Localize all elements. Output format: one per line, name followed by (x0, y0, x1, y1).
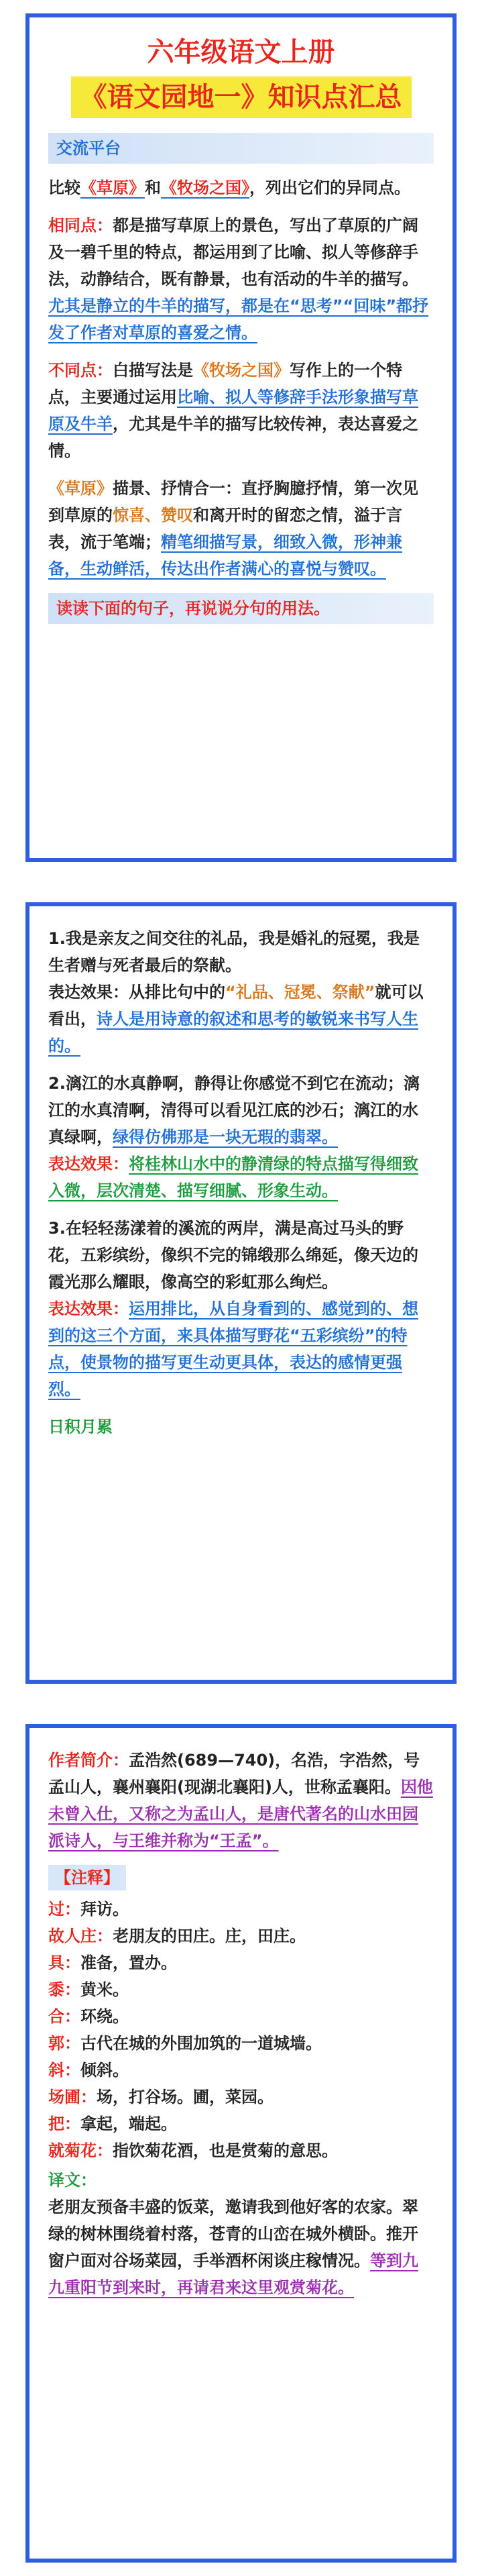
note-definition: 拿起，端起。 (80, 2114, 177, 2133)
compare-question: 比较《草原》和《牧场之国》，列出它们的异同点。 (48, 178, 410, 197)
note-item (48, 2137, 434, 2164)
note-item (48, 1896, 434, 1923)
note-item (48, 1949, 434, 1976)
author-intro: 作者简介：孟浩然(689—740)，名浩，字浩然，号孟山人，襄州襄阳(现湖北襄阳)人，世称孟襄阳。因他未曾入仕，又称之为孟山人，是唐代著名的山水田园派诗人，与王维并称为“王孟”。 (48, 1751, 433, 1850)
note-item (48, 2084, 434, 2110)
note-term: 合： (48, 2007, 80, 2026)
note-term: 场圃： (48, 2088, 97, 2106)
section-label-exchange: 交流平台 (48, 133, 434, 164)
note-definition: 老朋友的田庄。庄，田庄。 (113, 1927, 306, 1945)
different-points: 不同点：白描写法是《牧场之国》写作上的一个特点，主要通过运用比喻、拟人等修辞手法形象描写草原及牛羊，尤其是牛羊的描写比较传神，表达喜爱之情。 (48, 361, 418, 460)
note-term: 郭： (48, 2034, 80, 2053)
note-definition: 场，打谷场。圃，菜园。 (97, 2088, 274, 2106)
read-sentences-band: 读读下面的句子，再说说分句的用法。 (48, 593, 434, 624)
sentence-1: 1.我是亲友之间交往的礼品，我是婚礼的冠冕，我是生者赠与死者最后的祭献。 表达效果：从排比句中的“礼品、冠冕、祭献”就可以看出，诗人是用诗意的叙述和思考的敏锐来书写人生的。 (48, 929, 424, 1055)
same-points: 相同点：都是描写草原上的景色，写出了草原的广阔及一碧千里的特点，都运用到了比喻、拟人等修辞手法，动静结合，既有静景，也有活动的牛羊的描写。尤其是静立的牛羊的描写，都是在“思考”“回味”都抒发了作者对草原的喜爱之情。 (48, 216, 429, 342)
translation: 译文： 老朋友预备丰盛的饭菜，邀请我到他好客的农家。翠绿的树林围绕着村落，苍青的山峦在城外横卧。推开窗户面对谷场菜园，手举酒杯闲谈庄稼情况。等到九九重阳节到来时，再请君来这里观赏菊花。 (48, 2171, 418, 2297)
note-term: 黍： (48, 1980, 80, 1999)
note-definition: 拜访。 (80, 1900, 129, 1919)
note-term: 具： (48, 1953, 80, 1972)
note-definition: 倾斜。 (80, 2061, 129, 2080)
sentence-3: 3.在轻轻荡漾着的溪流的两岸，满是高过马头的野花，五彩缤纷，像织不完的锦缎那么绵延，像天边的霞光那么耀眼，像高空的彩虹那么绚烂。 表达效果：运用排比，从自身看到的、感觉到的、想到的这三个方面，来具体描写野花“五彩缤纷”的特点，使景物的描写更生动更具体，表达的感情更强烈。 (48, 1219, 418, 1399)
note-term: 过： (48, 1900, 80, 1919)
card-exchange-platform (25, 13, 457, 862)
note-definition: 准备，置办。 (80, 1953, 177, 1972)
note-definition: 黄米。 (80, 1980, 129, 1999)
note-item (48, 1923, 434, 1949)
note-definition: 古代在城的外围加筑的一道城墙。 (80, 2034, 322, 2053)
card-sentences (25, 902, 457, 1684)
note-term: 就菊花： (48, 2141, 113, 2160)
notes-label: 【注释】 (48, 1865, 126, 1890)
note-definition: 指饮菊花酒，也是赏菊的意思。 (113, 2141, 338, 2160)
note-term: 斜： (48, 2061, 80, 2080)
daily-accumulation-label: 日积月累 (48, 1417, 113, 1436)
note-item (48, 1976, 434, 2003)
page-subtitle: 《语文园地一》知识点汇总 (71, 76, 412, 118)
note-item (48, 2057, 434, 2084)
note-definition: 环绕。 (80, 2007, 129, 2026)
grassland-analysis: 《草原》描景、抒情合一：直抒胸臆抒情，第一次见到草原的惊喜、赞叹和离开时的留恋之情，溢于言表，流于笔端；精笔细描写景，细致入微，形神兼备，生动鲜活，传达出作者满心的喜悦与赞叹。 (48, 479, 418, 578)
note-item (48, 2030, 434, 2057)
page-title: 六年级语文上册 (147, 37, 335, 68)
notes-list (48, 1896, 434, 2164)
note-item (48, 2110, 434, 2137)
note-item (48, 2003, 434, 2030)
note-term: 故人庄： (48, 1927, 113, 1945)
note-term: 把： (48, 2114, 80, 2133)
card-poem-notes (25, 1724, 457, 2563)
sentence-2: 2.漓江的水真静啊，静得让你感觉不到它在流动；漓江的水真清啊，清得可以看见江底的沙石；漓江的水真绿啊，绿得仿佛那是一块无瑕的翡翠。 表达效果：将桂林山水中的静清绿的特点描写得细致入微，层次清楚、描写细腻、形象生动。 (48, 1074, 420, 1200)
